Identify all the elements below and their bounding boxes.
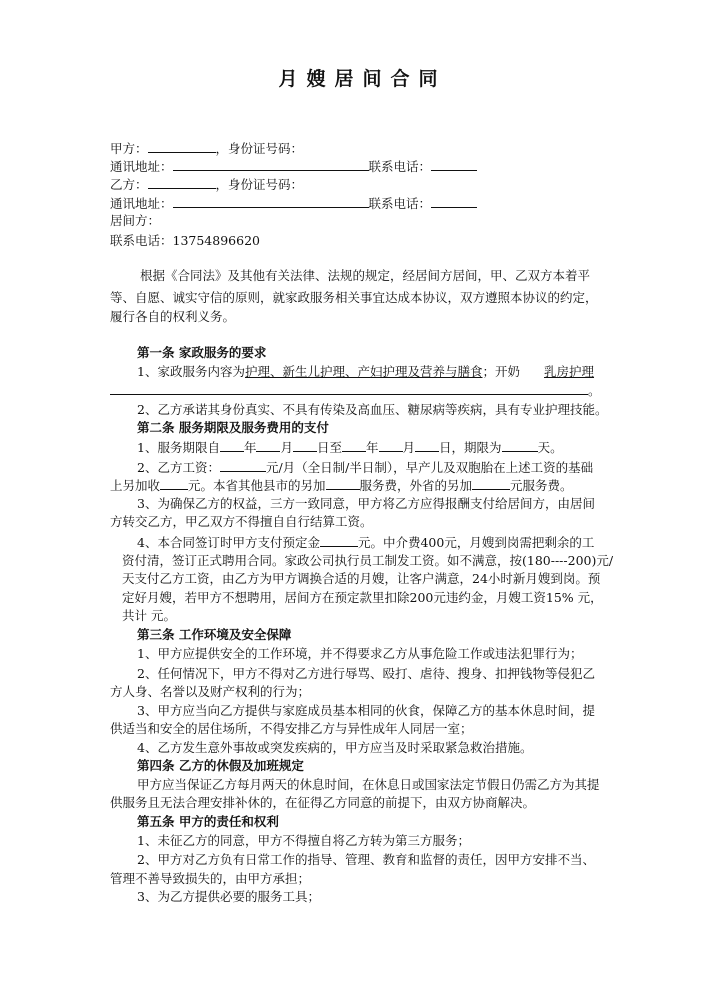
end-day-blank — [415, 439, 439, 452]
article-3-item-1: 1、甲方应提供安全的工作环境，并不得要求乙方从事危险工作或违法犯罪行为； — [137, 646, 583, 661]
article-2-item-3: 3、为确保乙方的权益，三方一致同意，甲方将乙方应得报酬支付给居间方，由居间 — [137, 496, 595, 511]
province-fee-label: 服务费，外省的另加 — [359, 478, 473, 493]
party-a-address-label: 通讯地址： — [110, 159, 173, 174]
wage-text: 元/月（全日制/半日制），早产儿及双胞胎在上述工资的基础 — [265, 460, 594, 475]
party-a-phone-label: 联系电话： — [368, 159, 432, 174]
deposit-blank — [320, 534, 358, 547]
days-label: 天。 — [537, 440, 563, 455]
deposit-text: 元。中介费400元，月嫂到岗需把剩余的工 — [357, 535, 595, 550]
wage-label: 2、乙方工资： — [137, 460, 220, 475]
party-b-label: 乙方： — [110, 177, 148, 192]
article-3-item-3: 3、甲方应当向乙方提供与家庭成员基本相同的伙食，保障乙方的基本休息时间，提 — [137, 703, 595, 718]
start-month-blank — [256, 439, 280, 452]
extra-label: 上另加收 — [110, 478, 161, 493]
party-b-blank — [148, 176, 216, 189]
article-5-item-3: 3、为乙方提供必要的服务工具； — [137, 889, 320, 904]
article-1-item-1 — [137, 364, 594, 380]
article-5-item-1: 1、未征乙方的同意，甲方不得擅自将乙方转为第三方服务； — [137, 833, 470, 848]
article-2-heading: 第二条 服务期限及服务费用的支付 — [137, 420, 329, 435]
article-2-item-4-cont-2: 天支付乙方工资，由乙方为甲方调换合适的月嫂，让客户满意，24小时新月嫂到岗。预 — [122, 571, 601, 586]
deposit-label: 4、本合同签订时甲方支付预定金 — [137, 535, 320, 550]
period-label: 日，期限为 — [439, 440, 502, 455]
province-fee-blank — [472, 477, 510, 490]
year-label: 年 — [243, 440, 257, 455]
party-a-address-line — [110, 158, 477, 175]
end-month-blank — [379, 439, 403, 452]
end-year-blank — [342, 439, 366, 452]
article-5-item-2: 2、甲方对乙方负有日常工作的指导、管理、教育和监督的责任，因甲方安排不当、 — [137, 852, 595, 867]
extra-blank — [160, 477, 188, 490]
article-4-heading: 第四条 乙方的休假及加班规定 — [137, 758, 304, 773]
article-1-item-1-prefix: 1、家政服务内容为 — [137, 364, 245, 379]
article-2-item-4-cont-4: 共计 元。 — [122, 608, 176, 623]
party-a-phone-blank — [431, 158, 477, 171]
intro-line-1: 根据《合同法》及其他有关法律、法规的规定，经居间方居间，甲、乙双方本着平 — [140, 268, 591, 283]
article-4-para-1: 甲方应当保证乙方每月两天的休息时间，在休息日或国家法定节假日仍需乙方为其提 — [137, 777, 600, 792]
party-a-id-label: ，身份证号码： — [215, 141, 304, 156]
service-fee-label: 元服务费。 — [510, 478, 573, 493]
article-3-item-2-cont: 方人身、名誉以及财产权利的行为； — [110, 684, 311, 699]
party-b-address-label: 通讯地址： — [110, 196, 173, 211]
month-label-2: 月 — [402, 440, 416, 455]
article-1-item-1-mid: ；开奶 — [482, 364, 520, 379]
party-b-phone-label: 联系电话： — [368, 196, 432, 211]
county-fee-label: 元。本省其他县市的另加 — [188, 478, 326, 493]
article-5-item-2-cont: 管理不善导致损失的，由甲方承担； — [110, 871, 311, 886]
party-a-blank — [148, 140, 216, 153]
article-3-item-3-cont: 供适当和安全的居住场所，不得安排乙方与异性成年人同居一室； — [110, 721, 473, 736]
service-content-fill: 乳房护理 — [544, 364, 595, 379]
intermediary-label: 居间方： — [110, 213, 161, 228]
article-3-item-4: 4、乙方发生意外事故或突发疾病的，甲方应当及时采取紧急救治措施。 — [137, 740, 533, 755]
article-4-para-2: 供服务且无法合理安排补休的，在征得乙方同意的前提下，由双方协商解决。 — [110, 795, 536, 810]
article-1-heading: 第一条 家政服务的要求 — [137, 345, 267, 360]
article-5-heading: 第五条 甲方的责任和权利 — [137, 814, 279, 829]
document-title: 月嫂居间合同 — [278, 68, 447, 90]
party-b-line — [110, 176, 303, 193]
article-1-item-2: 2、乙方承诺其身份真实、不具有传染及高血压、糖尿病等疾病，具有专业护理技能。 — [137, 402, 608, 417]
party-b-id-label: ，身份证号码： — [215, 177, 304, 192]
party-a-line — [110, 140, 303, 157]
article-1-item-1-cont — [110, 382, 601, 399]
article-2-item-4-cont-3: 定好月嫂，若甲方不想聘用，居间方在预定款里扣除200元违约金，月嫂工资15% 元， — [122, 590, 603, 605]
service-content-blank — [110, 382, 588, 395]
article-1-item-1-end: 。 — [588, 383, 601, 398]
party-b-address-line — [110, 195, 477, 212]
county-fee-blank — [326, 477, 360, 490]
intro-line-3: 履行各自的权利义务。 — [110, 309, 236, 324]
year-label-2: 年 — [366, 440, 379, 455]
party-b-phone-blank — [431, 195, 477, 208]
article-2-item-4 — [137, 534, 594, 551]
article-3-heading: 第三条 工作环境及安全保障 — [137, 627, 292, 642]
intro-line-2: 等、自愿、诚实守信的原则，就家政服务相关事宜达成本协议，双方遵照本协议的约定， — [110, 290, 598, 305]
month-label: 月 — [280, 440, 293, 455]
party-a-label: 甲方： — [110, 141, 148, 156]
article-2-item-3-cont: 方转交乙方，甲乙双方不得擅自自行结算工资。 — [110, 514, 373, 529]
start-year-blank — [220, 439, 244, 452]
day-to-label: 日至 — [317, 440, 343, 455]
article-2-item-2-cont — [110, 477, 573, 494]
article-2-item-2 — [137, 459, 593, 476]
article-3-item-2: 2、任何情况下，甲方不得对乙方进行辱骂、殴打、虐待、搜身、扣押钱物等侵犯乙 — [137, 666, 595, 681]
article-2-item-4-cont-1: 资付清，签订正式聘用合同。家政公司执行员工制发工资。如不满意，按(180----200)元/ — [122, 553, 614, 568]
term-label: 1、服务期限自 — [137, 440, 220, 455]
article-2-item-1 — [137, 439, 563, 456]
start-day-blank — [293, 439, 317, 452]
party-a-address-blank — [173, 158, 369, 171]
party-b-address-blank — [173, 195, 369, 208]
intermediary-phone: 联系电话：13754896620 — [110, 233, 260, 248]
days-blank — [502, 439, 538, 452]
service-content-underlined: 护理、新生儿护理、产妇护理及营养与膳食 — [244, 364, 483, 379]
wage-blank — [220, 459, 266, 472]
